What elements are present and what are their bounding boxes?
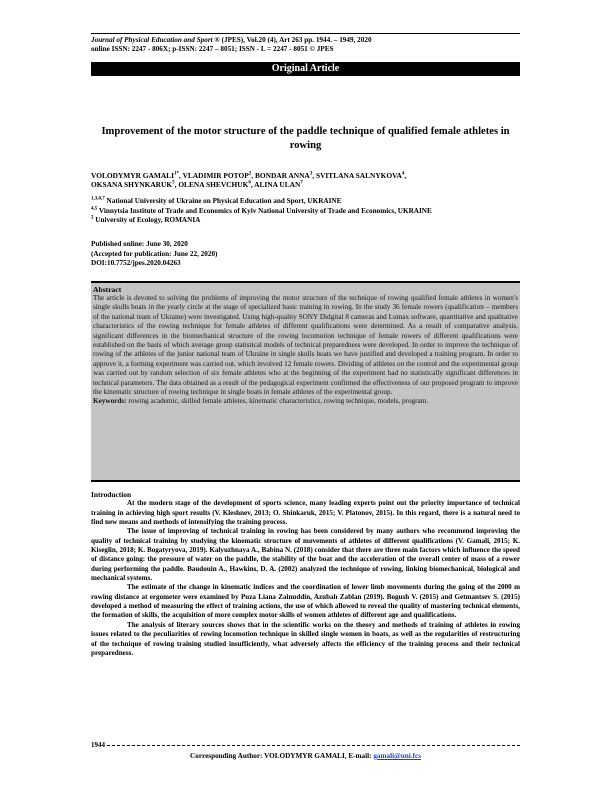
accepted-date: (Accepted for publication: June 22, 2020) [91, 249, 218, 258]
affiliation-sup: 1,3,6,7 [91, 196, 105, 202]
introduction-paragraph: The analysis of literary sources shows that in the scientific works on the theory and methods of training of athletes in rowing issues related to the peculiarities of rowing locomotion technique in skilled single women in boats, as well as the regularities of restructuring of the technique of rowing training studied insufficiently, what adversely affects the efficiency of the training process and their technical preparedness. [91, 620, 520, 657]
affiliation [91, 197, 520, 207]
author-name: VLADIMIR POTOP [182, 171, 249, 180]
author [316, 171, 406, 180]
introduction-paragraph: The estimate of the change in kinematic indices and the coordination of lower limb movements during the going of the 2000 m rowing distance at ergometer were examined by Puza Liana Zainuddin, Azubah Zablan (2019). Bogush V. (2015) and Getmantsev S. (2015) developed a method of measuring the effect of training actions, the use of which allowed to reveal the quality of mastering technical elements, the formation of skills, the acquisition of more complex motor skills of women athletes of different age and qualifications. [91, 583, 520, 620]
abstract-heading: Abstract [93, 285, 122, 294]
abstract-text [93, 294, 518, 407]
author-sup: 1* [174, 171, 179, 177]
author-sup: 5 [172, 180, 175, 186]
author [91, 171, 183, 180]
footer-divider [107, 745, 520, 746]
author-sep: , [251, 171, 255, 180]
author-sup: 6 [248, 180, 251, 186]
article-type-banner: Original Article [91, 62, 520, 76]
journal-header [91, 36, 520, 54]
corresponding-author [91, 752, 520, 760]
introduction-paragraph: The issue of improving of technical training in rowing has been considered by many authors who recommend improving the quality of technical training by studying the kinematic structure of movements of athletes of different qualifications (V. Gamali, 2015; K. Kiseglin, 2018; K. Bogatyryova, 2019). Kalyuzhnaya A., Babina N. (2018) consider that there are three main factors which influence the speed of distance going: the pressure of water on the paddle, the stability of the boat and the acceleration of the overall center of mass of a rower during performing the paddle. Baudouin A., Hawkins, D. A. (2002) analyzed the technique of rowing, linking biomechanical, biological and mechanical systems. [91, 527, 520, 583]
affiliation-list [91, 197, 520, 226]
author-sep: , [404, 171, 407, 180]
author [254, 180, 303, 189]
author [183, 171, 255, 180]
author-list [91, 171, 520, 189]
affiliation-text: Vinnytsia Institute of Trade and Economics of Kyiv National University of Trade and Economics, UKRAINE [97, 206, 432, 215]
introduction-paragraph: At the modern stage of the development of sports science, many leading experts point out the priority importance of technical training in achieving high sport results (V. Kleshnev, 2013; O. Shinkaruk, 2015; V. Platonov, 2015). In this regard, there is a natural need to find new means and methods of intensifying the training process. [91, 499, 520, 527]
footer-rule [91, 741, 520, 749]
journal-citation [91, 36, 520, 45]
abstract-box [91, 281, 520, 482]
journal-issn: online ISSN: 2247 - 806X; p-ISSN: 2247 – 8051; ISSN - L = 2247 - 8051 © JPES [91, 45, 334, 53]
author [178, 180, 254, 189]
introduction-heading: Introduction [91, 490, 132, 499]
author-name: ALINA ULAN [254, 180, 301, 190]
affiliation-text: University of Ecology, ROMANIA [93, 216, 201, 225]
author-sup: 7 [300, 180, 303, 186]
doi: DOI:10.7752/jpes.2020.04263 [91, 259, 181, 268]
journal-volume: ® (JPES), Vol.20 (4), Art 263 pp. 1944. – 1949, 2020 [214, 36, 372, 44]
paper-title: Improvement of the motor structure of the paddle technique of qualified female athletes in rowing [101, 126, 510, 151]
author-sup: 2 [248, 171, 252, 177]
author [91, 180, 178, 189]
abstract-body: The article is devoted to solving the problems of improving the motor structure of the technique of rowing qualified female athletes in women's single skulls boats in the yearly circle at the stage of specialized basic training in rowing. In the study 36 female rowers (qualification – members of the national team of Ukraine) were investigated. Using high-quality SONY Didgital 8 cameras and Lumax software, quantitative and qualitative characteristics of the rowing technique for female athletes of different qualifications were determined. As a result of comparative analysis, significant differences in the biomechanical structure of the rowing locomotion technique of female rowers of different qualifications were established on the basis of which average group statistical models of technical preparedness were developed. In order to improve the technique of rowing of the athletes of the junior national team of Ukraine in single skulls boats we have justified and developed a training program. In order to approve it, a forming experiment was carried out, which involved 12 female rowers. Dividing of athletes on the control and the experimental group was carried out by random selection of six female athletes who at the beginning of the experiment had no statistically significant differences in technical parameters. The data obtained as a result of the pedagogical experiment confirmed the effectiveness of our proposed program to improve the kinematic structure of rowing technique in single boats in female athletes of the experimental group. [93, 294, 518, 397]
affiliation-sup: 4,5 [91, 206, 98, 212]
author-sep: , [250, 180, 255, 190]
author [255, 171, 316, 180]
affiliation-text: National University of Ukraine on Physical Education and Sport, UKRAINE [104, 197, 342, 205]
keywords-label: Keywords: [93, 397, 127, 406]
author-name: OKSANA SHYNKARUK [91, 180, 173, 190]
author-name: SVITLANA SALNYKOVA [315, 171, 402, 180]
affiliation-sup: 2 [91, 215, 94, 221]
corresponding-label: Corresponding Author: VOLODYMYR GAMALI, E-mail: [190, 752, 374, 760]
author-sup: 3 [309, 171, 313, 177]
email-link[interactable]: gamali@uni.fcs [373, 752, 421, 760]
author-sep: , [179, 171, 183, 180]
introduction-section [91, 490, 520, 658]
author-name: VOLODYMYR GAMALI [91, 171, 174, 180]
author-name: OLENA SHEVCHUK [178, 180, 249, 190]
affiliation [91, 216, 520, 226]
journal-name: Journal of Physical Education and Sport [91, 36, 213, 44]
author-sep: , [174, 180, 179, 190]
keywords-text: rowing academic, skilled female athletes, kinematic characteristics, rowing technique, models, program. [126, 397, 429, 406]
published-date: Published online: June 30, 2020 [91, 240, 188, 248]
author-sup: 4 [401, 171, 405, 177]
author-sep: , [312, 171, 316, 180]
page-number: 1944 [91, 741, 105, 749]
publication-info [91, 240, 520, 269]
affiliation [91, 207, 520, 217]
header-rule [91, 33, 520, 34]
author-name: BONDAR ANNA [254, 171, 310, 180]
